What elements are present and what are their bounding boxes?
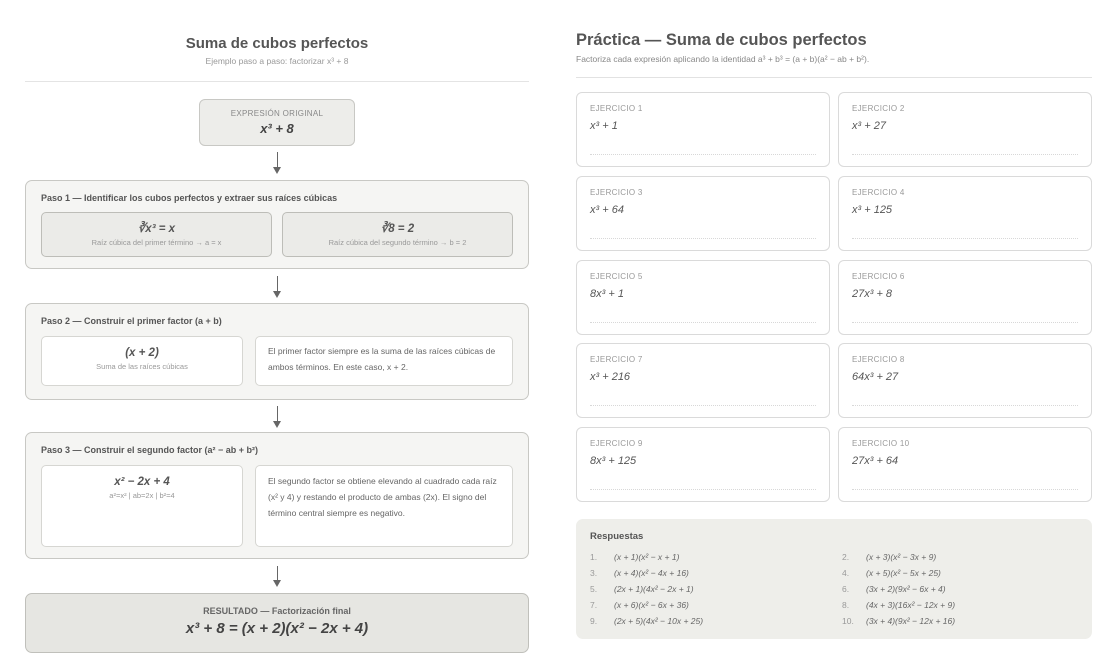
answer-line[interactable] bbox=[852, 322, 1078, 323]
original-expression-box bbox=[199, 99, 355, 146]
original-expression: x³ + 8 bbox=[260, 121, 294, 136]
answer-value: (x + 3)(x² − 3x + 9) bbox=[866, 552, 937, 562]
answer-line[interactable] bbox=[590, 489, 816, 490]
down-arrow-icon bbox=[272, 566, 282, 587]
exercise-card bbox=[576, 427, 830, 502]
divider bbox=[576, 77, 1092, 78]
down-arrow-icon bbox=[272, 276, 282, 298]
practice-subtitle: Factoriza cada expresión aplicando la identidad a³ + b³ = (a + b)(a² − ab + b²). bbox=[576, 54, 870, 64]
down-arrow-icon bbox=[272, 406, 282, 428]
answer-item bbox=[590, 616, 703, 626]
exercise-expression: x³ + 1 bbox=[590, 120, 618, 132]
answer-number: 9. bbox=[590, 616, 598, 626]
exercise-expression: 27x³ + 64 bbox=[852, 455, 899, 467]
exercise-card bbox=[838, 92, 1092, 167]
answer-item bbox=[842, 584, 946, 594]
answer-number: 2. bbox=[842, 552, 850, 562]
answer-number: 10. bbox=[842, 616, 854, 626]
answer-item bbox=[590, 552, 679, 562]
answer-line[interactable] bbox=[852, 405, 1078, 406]
original-expression-label: EXPRESIÓN ORIGINAL bbox=[230, 109, 324, 118]
answer-value: (3x + 4)(9x² − 12x + 16) bbox=[866, 616, 956, 626]
exercise-label: EJERCICIO 1 bbox=[590, 104, 643, 113]
exercise-expression: x³ + 64 bbox=[590, 204, 624, 216]
answer-line[interactable] bbox=[852, 238, 1078, 239]
answer-line[interactable] bbox=[590, 322, 816, 323]
exercise-card bbox=[576, 92, 830, 167]
exercise-card bbox=[576, 260, 830, 335]
answer-value: (x + 5)(x² − 5x + 25) bbox=[866, 568, 941, 578]
result-box bbox=[25, 593, 529, 653]
exercise-expression: 27x³ + 8 bbox=[852, 288, 893, 300]
exercise-label: EJERCICIO 10 bbox=[852, 439, 910, 448]
exercise-card bbox=[838, 343, 1092, 418]
exercise-label: EJERCICIO 3 bbox=[590, 188, 643, 197]
exercise-expression: 8x³ + 1 bbox=[590, 288, 624, 300]
second-factor-caption: a²=x² | ab=2x | b²=4 bbox=[109, 491, 175, 500]
answers-box bbox=[576, 519, 1092, 639]
cube-root-a-caption: Raíz cúbica del primer término → a = x bbox=[91, 238, 222, 247]
answer-number: 7. bbox=[590, 600, 598, 610]
exercise-label: EJERCICIO 2 bbox=[852, 104, 905, 113]
answer-item bbox=[842, 600, 955, 610]
first-factor-caption: Suma de las raíces cúbicas bbox=[96, 362, 188, 371]
exercise-card bbox=[838, 260, 1092, 335]
step-1-card-a bbox=[41, 212, 272, 257]
answer-line[interactable] bbox=[590, 238, 816, 239]
divider bbox=[25, 81, 529, 82]
first-factor-expr: (x + 2) bbox=[125, 347, 159, 359]
answer-value: (4x + 3)(16x² − 12x + 9) bbox=[866, 600, 956, 610]
cube-root-b-expr: ∛8 = 2 bbox=[380, 223, 415, 235]
step-3-box bbox=[25, 432, 529, 559]
step-1-box bbox=[25, 180, 529, 269]
result-label: RESULTADO — Factorización final bbox=[203, 606, 351, 616]
exercise-label: EJERCICIO 9 bbox=[590, 439, 643, 448]
step-2-explanation-card bbox=[255, 336, 513, 386]
step-3-factor-card bbox=[41, 465, 243, 547]
exercise-card bbox=[576, 343, 830, 418]
exercise-card bbox=[576, 176, 830, 251]
answer-value: (2x + 1)(4x² − 2x + 1) bbox=[614, 584, 694, 594]
answer-item bbox=[842, 552, 936, 562]
exercise-card bbox=[838, 176, 1092, 251]
answer-number: 1. bbox=[590, 552, 598, 562]
answer-line[interactable] bbox=[852, 154, 1078, 155]
step-2-factor-card bbox=[41, 336, 243, 386]
step-2-title: Paso 2 — Construir el primer factor (a + b) bbox=[41, 316, 222, 326]
step-3-explanation: El segundo factor se obtiene elevando al cuadrado cada raíz (x² y 4) y restando el producto de ambas (2x). El signo del término central siempre es negativo. bbox=[268, 476, 497, 518]
example-subtitle: Ejemplo paso a paso: factorizar x³ + 8 bbox=[205, 56, 349, 66]
answer-item bbox=[842, 616, 955, 626]
second-factor-expr: x² − 2x + 4 bbox=[114, 476, 170, 488]
step-3-explanation-card bbox=[255, 465, 513, 547]
step-1-card-b bbox=[282, 212, 513, 257]
practice-panel bbox=[576, 0, 1092, 653]
answers-title: Respuestas bbox=[590, 531, 644, 542]
worked-example-panel bbox=[25, 0, 529, 653]
answer-value: (3x + 2)(9x² − 6x + 4) bbox=[866, 584, 946, 594]
step-1-title: Paso 1 — Identificar los cubos perfectos y extraer sus raíces cúbicas bbox=[41, 193, 338, 203]
answer-value: (x + 4)(x² − 4x + 16) bbox=[614, 568, 689, 578]
exercise-label: EJERCICIO 4 bbox=[852, 188, 905, 197]
result-expression: x³ + 8 = (x + 2)(x² − 2x + 4) bbox=[185, 620, 369, 637]
exercise-expression: 64x³ + 27 bbox=[852, 371, 899, 383]
answer-value: (x + 1)(x² − x + 1) bbox=[614, 552, 680, 562]
practice-title: Práctica — Suma de cubos perfectos bbox=[576, 31, 867, 49]
answer-item bbox=[590, 568, 689, 578]
exercise-label: EJERCICIO 6 bbox=[852, 272, 905, 281]
answer-line[interactable] bbox=[852, 489, 1078, 490]
exercise-expression: 8x³ + 125 bbox=[590, 455, 637, 467]
exercise-label: EJERCICIO 7 bbox=[590, 355, 643, 364]
answer-item bbox=[590, 600, 689, 610]
answer-line[interactable] bbox=[590, 154, 816, 155]
step-3-title: Paso 3 — Construir el segundo factor (a² − ab + b²) bbox=[41, 445, 259, 455]
example-title: Suma de cubos perfectos bbox=[185, 35, 369, 52]
answer-item bbox=[590, 584, 694, 594]
exercise-expression: x³ + 125 bbox=[852, 204, 893, 216]
answer-number: 5. bbox=[590, 584, 598, 594]
answer-item bbox=[842, 568, 941, 578]
cube-root-a-expr: ∛x³ = x bbox=[137, 223, 176, 235]
answer-line[interactable] bbox=[590, 405, 816, 406]
exercise-label: EJERCICIO 5 bbox=[590, 272, 643, 281]
cube-root-b-caption: Raíz cúbica del segundo término → b = 2 bbox=[328, 238, 467, 247]
answer-number: 8. bbox=[842, 600, 850, 610]
exercise-label: EJERCICIO 8 bbox=[852, 355, 905, 364]
step-2-box bbox=[25, 303, 529, 400]
exercise-expression: x³ + 27 bbox=[852, 120, 886, 132]
answer-number: 4. bbox=[842, 568, 850, 578]
answer-number: 3. bbox=[590, 568, 598, 578]
answer-value: (2x + 5)(4x² − 10x + 25) bbox=[614, 616, 704, 626]
down-arrow-icon bbox=[272, 152, 282, 174]
answer-value: (x + 6)(x² − 6x + 36) bbox=[614, 600, 689, 610]
exercise-expression: x³ + 216 bbox=[590, 371, 631, 383]
answer-number: 6. bbox=[842, 584, 850, 594]
exercise-card bbox=[838, 427, 1092, 502]
step-2-explanation: El primer factor siempre es la suma de las raíces cúbicas de ambos términos. En este caso, x + 2. bbox=[268, 346, 496, 372]
